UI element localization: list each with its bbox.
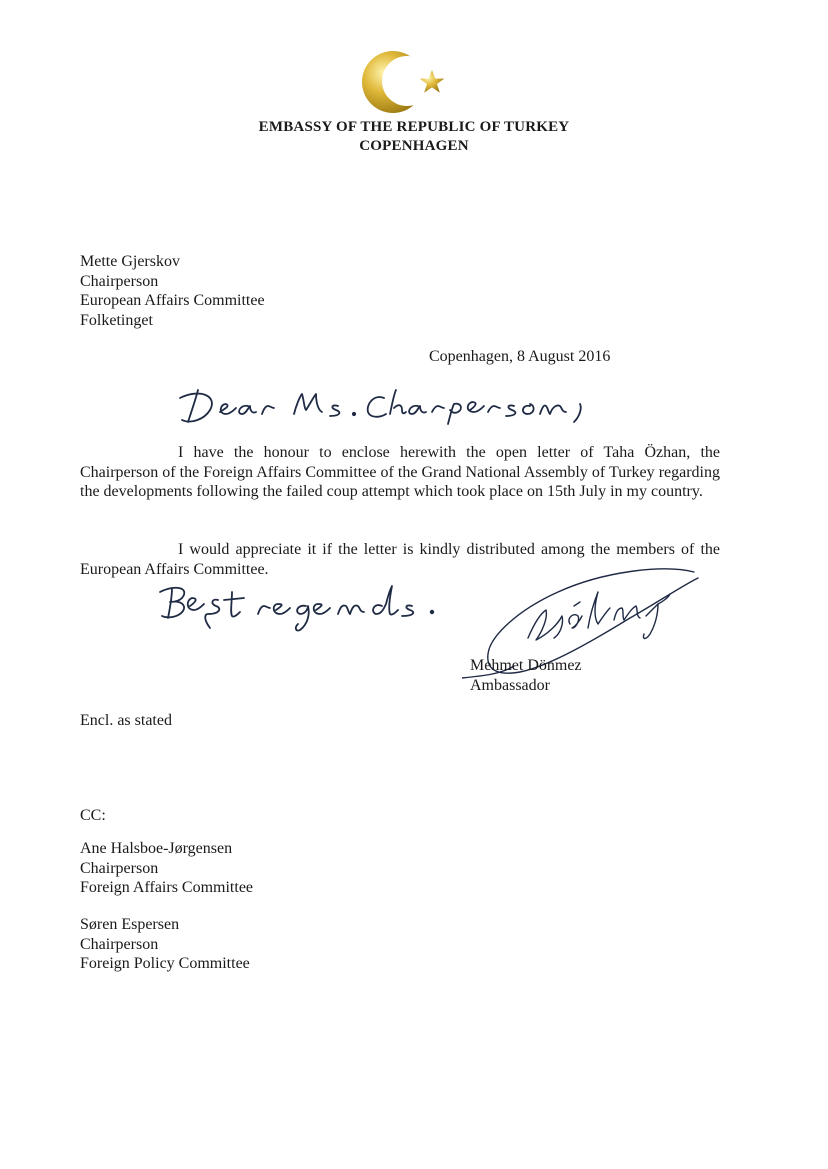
cc-recipient-1 [80,839,253,898]
signer-title: Ambassador [470,676,550,694]
signer-block [470,656,582,695]
handwritten-closing [150,578,470,638]
body-paragraph-2: I would appreciate it if the letter is kindly distributed among the members of the European Affairs Committee. [80,541,720,578]
cc-recipient-title: Chairperson [80,935,159,953]
cc-recipient-title: Chairperson [80,859,159,877]
cc-recipient-committee: Foreign Affairs Committee [80,879,254,896]
recipient-address [80,252,265,330]
cc-recipient-name: Søren Espersen [80,916,180,933]
enclosure-note: Encl. as stated [80,712,172,729]
date-line: Copenhagen, 8 August 2016 [429,348,611,365]
body-paragraph-1: I have the honour to enclose herewith the open letter of Taha Özhan, the Chairperson of the Foreign Affairs Committee of the Grand National Assembly of Turkey regarding the developments following the failed coup attempt which took place on 15th July in my country. [80,444,720,501]
cc-label: CC: [80,807,106,824]
cc-recipient-2 [80,915,250,974]
recipient-name: Mette Gjerskov [80,253,180,270]
letterhead [0,118,828,156]
cc-recipient-committee: Foreign Policy Committee [80,955,250,972]
handwritten-salutation [170,380,630,430]
embassy-city: COPENHAGEN [359,138,469,154]
signer-name: Mehmet Dönmez [470,657,582,674]
recipient-committee: European Affairs Committee [80,292,265,309]
embassy-name: EMBASSY OF THE REPUBLIC OF TURKEY [258,119,570,135]
recipient-title: Chairperson [80,272,159,290]
cc-recipient-name: Ane Halsboe-Jørgensen [80,840,233,857]
recipient-institution: Folketinget [80,311,153,329]
crescent-and-star-icon [355,45,455,120]
